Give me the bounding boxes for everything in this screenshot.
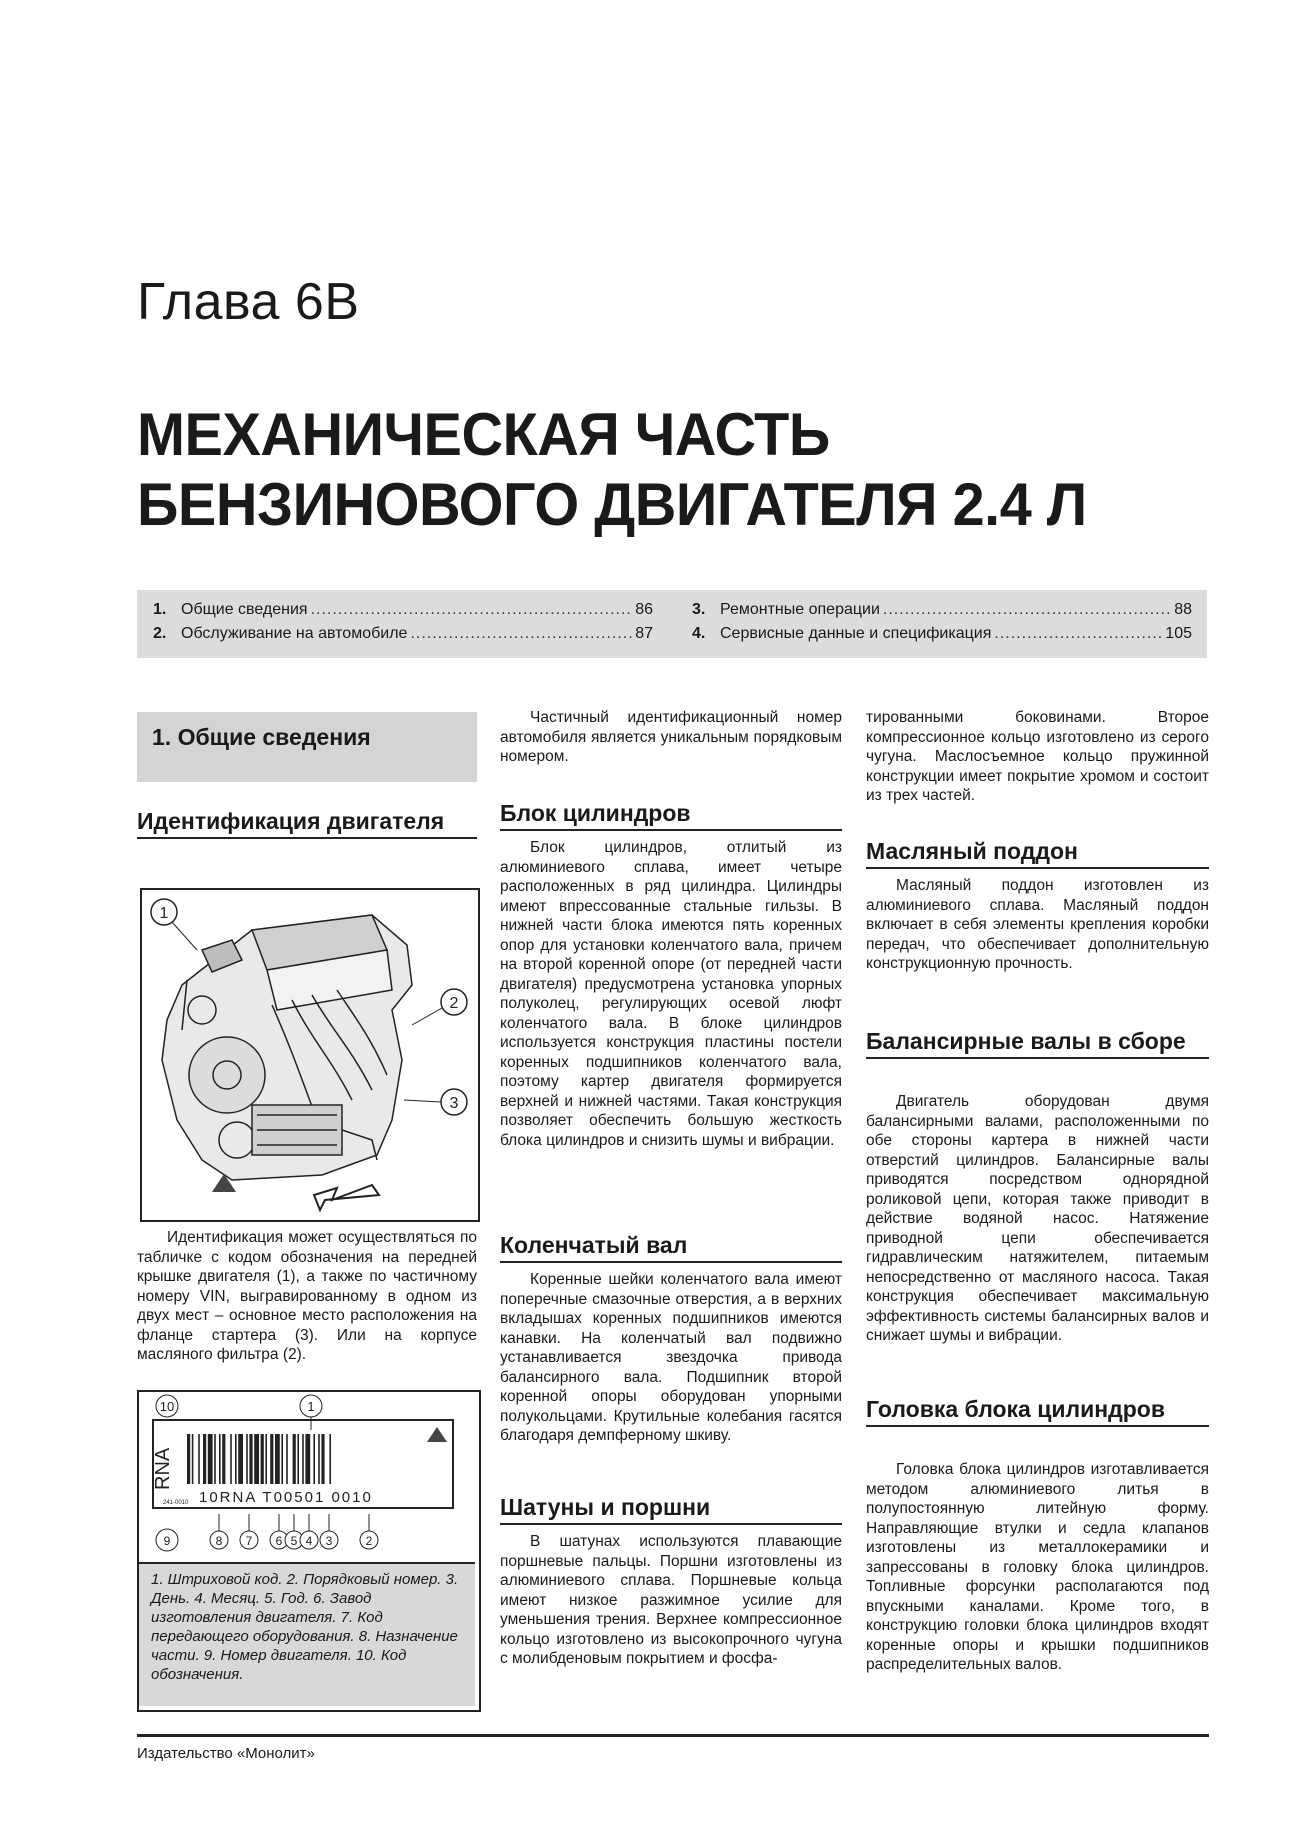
- barcode-bar: [302, 1434, 304, 1484]
- callout-3: 3: [449, 1095, 459, 1112]
- page-title: [137, 400, 1193, 540]
- toc-item[interactable]: 1. Общие сведения ..... 86: [153, 601, 653, 619]
- callout-1: 1: [159, 905, 169, 922]
- barcode-bar: [313, 1434, 315, 1484]
- barcode: [187, 1434, 331, 1484]
- barcode-bar: [254, 1434, 259, 1484]
- barcode-bar: [329, 1434, 331, 1484]
- rods-heading: Шатуны и поршни: [500, 1494, 842, 1525]
- pan-heading: Масляный поддон: [866, 838, 1209, 869]
- barcode-bar: [203, 1434, 206, 1484]
- crank-heading: Коленчатый вал: [500, 1232, 842, 1263]
- plate-callout-top-2: 1: [307, 1399, 315, 1414]
- barcode-bar: [297, 1434, 299, 1484]
- bal-heading: Балансирные валы в сборе: [866, 1028, 1209, 1059]
- plate-small-code: 241-0010: [163, 1500, 189, 1506]
- barcode-bar: [198, 1434, 200, 1484]
- barcode-bar: [238, 1434, 243, 1484]
- plate-callout-bottom: 7: [245, 1534, 253, 1548]
- block-heading: Блок цилиндров: [500, 800, 842, 831]
- plate-code: RNA: [152, 1447, 174, 1490]
- barcode-bar: [286, 1434, 288, 1484]
- barcode-bar: [214, 1434, 216, 1484]
- barcode-bar: [222, 1434, 225, 1484]
- rods-paragraph: В шатунах используются плавающие поршневые пальцы. Поршни изготовлены из алюминиевого сплава. Поршневые кольца имеют низкое разжимное усилие для уменьшения трения. Верхнее компрессионное кольцо изготовлено из высокопрочного чугуна с молибденовым покрытием и фосфа-: [500, 1533, 842, 1667]
- plate-callout-bottom: 8: [215, 1534, 223, 1548]
- chapter-label: Глава 6В: [137, 273, 360, 331]
- barcode-bar: [265, 1434, 267, 1484]
- toc-item[interactable]: 2. Обслуживание на автомобиле ..... 87: [153, 625, 653, 643]
- plate-callout-bottom: 5: [290, 1534, 298, 1548]
- barcode-bar: [219, 1434, 221, 1484]
- plate-number: 10RNA T00501 0010: [199, 1489, 373, 1506]
- plate-callout-bottom: 6: [275, 1534, 283, 1548]
- barcode-bar: [261, 1434, 264, 1484]
- barcode-bar: [192, 1434, 194, 1484]
- plate-caption: 1. Штриховой код. 2. Порядковый номер. 3. День. 4. Месяц. 5. Год. 6. Завод изготовления двигателя. 7. Код передающего оборудования. 8. Назначение части. 9. Номер двигателя. 10. Код обозначения.: [151, 1571, 459, 1683]
- plate-figure: [137, 1390, 481, 1712]
- footer-divider: [137, 1734, 1209, 1737]
- callout-2: 2: [449, 995, 459, 1012]
- plate-callout-bottom: 2: [365, 1534, 373, 1548]
- table-of-contents: [137, 590, 1207, 658]
- plate-callout-bottom: 9: [163, 1534, 171, 1548]
- barcode-bar: [230, 1434, 232, 1484]
- section-heading-box: [137, 712, 477, 782]
- plate-illustration: [139, 1392, 475, 1562]
- barcode-bar: [235, 1434, 237, 1484]
- barcode-bar: [208, 1434, 213, 1484]
- toc-item[interactable]: 4. Сервисные данные и спецификация ..... 105: [692, 625, 1192, 643]
- barcode-bar: [318, 1434, 320, 1484]
- barcode-bar: [249, 1434, 252, 1484]
- ident-paragraph: Идентификация может осуществляться по табличке с кодом обозначения на передней крышке двигателя (1), а также по частичному номеру VIN, выгравированному в одном из двух мест – основное место расположения на фланце стартера (3). Или на корпусе масляного фильтра (2).: [137, 1229, 477, 1363]
- block-paragraph: Блок цилиндров, отлитый из алюминиевого сплава, имеет четыре расположенных в ряд цилиндра. Цилиндры имеют впрессованные стальные гильзы. В нижней части блока имеются пять коренных опор для установки коленчатого вала, причем на второй коренной опоре (от передней части двигателя) предусмотрена установка упорных полуколец, регулирующих осевой люфт коленчатого вала. В блоке цилиндров используется конструкция пластины постели коренных подшипников коленчатого вала, поэтому картер двигателя формируется верхней и нижней частями. Такая конструкция позволяет обеспечить большую жесткость блока цилиндров и снизить шумы и вибрации.: [500, 839, 842, 1149]
- barcode-bar: [305, 1434, 310, 1484]
- barcode-bar: [321, 1434, 324, 1484]
- ident-heading: Идентификация двигателя: [137, 808, 477, 839]
- bal-paragraph: Двигатель оборудован двумя балансирными валами, расположенными по обе стороны картера в нижней части отверстий цилиндров. Балансирные валы приводятся посредством однорядной роликовой цепи, которая также приводит в действие водяной насос. Натяжение приводной цепи обеспечивается гидравлическим натяжителем, питаемым непосредственно от масляного насоса. Такая конструкция обеспечивает максимальную эффективность системы балансирных валов и снижает шумы и вибрации.: [866, 1093, 1209, 1344]
- col2-intro: Частичный идентификационный номер автомобиля является уникальным порядковым номером.: [500, 709, 842, 765]
- head-paragraph: Головка блока цилиндров изготавливается методом алюминиевого литья в полупостоянную литейную форму. Направляющие втулки и седла клапанов изготовлены из металлокерамики и запрессованы в головку блока цилиндров. Топливные форсунки располагаются под впускными каналами. Кроме того, в конструкцию головки блока цилиндров входят коренные опоры и крышки подшипников распределительных валов.: [866, 1461, 1209, 1673]
- head-heading: Головка блока цилиндров: [866, 1396, 1209, 1427]
- plate-caption-box: [139, 1562, 475, 1706]
- title-line-2: БЕНЗИНОВОГО ДВИГАТЕЛЯ 2.4 Л: [137, 471, 1087, 538]
- barcode-bar: [270, 1434, 273, 1484]
- barcode-bar: [187, 1434, 190, 1484]
- toc-item[interactable]: 3. Ремонтные операции ..... 88: [692, 601, 1192, 619]
- plate-callout-bottom: 4: [305, 1534, 313, 1548]
- barcode-bar: [281, 1434, 283, 1484]
- engine-figure: [140, 888, 480, 1222]
- barcode-bar: [293, 1434, 296, 1484]
- engine-illustration: [142, 890, 478, 1220]
- title-line-1: МЕХАНИЧЕСКАЯ ЧАСТЬ: [137, 401, 830, 468]
- plate-callout-bottom: 3: [325, 1534, 333, 1548]
- crank-paragraph: Коренные шейки коленчатого вала имеют поперечные смазочные отверстия, а в верхних вкладышах коренных подшипников имеются канавки. На коленчатый вал подвижно устанавливается звездочка привода балансирного вала. Подшипник второй коренной опоры оборудован упорными полукольцами. Крутильные колебания гасятся благодаря демпферному шкиву.: [500, 1271, 842, 1444]
- barcode-bar: [275, 1434, 280, 1484]
- pan-paragraph: Масляный поддон изготовлен из алюминиевого сплава. Масляный поддон включает в себя элементы крепления коробки передач, что обеспечивает дополнительную конструкционную прочность.: [866, 877, 1209, 972]
- publisher-footer: Издательство «Монолит»: [137, 1745, 315, 1762]
- section-heading: 1. Общие сведения: [152, 724, 371, 750]
- plate-callout-top-1: 10: [159, 1399, 175, 1414]
- barcode-bar: [246, 1434, 248, 1484]
- rods-continued: тированными боковинами. Второе компрессионное кольцо изготовлено из серого чугуна. Маслосъемное кольцо пружинной конструкции имеет покрытие хромом и состоит из трех частей.: [866, 709, 1209, 804]
